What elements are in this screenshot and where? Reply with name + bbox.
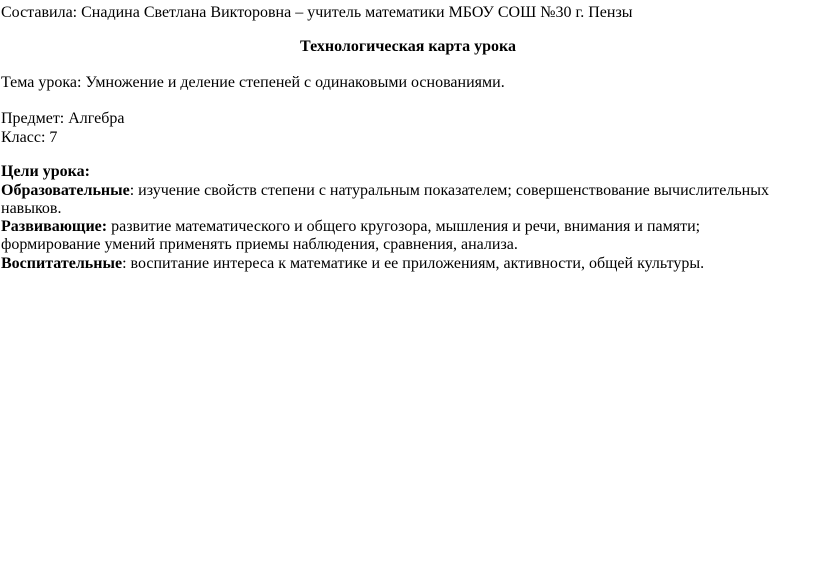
lesson-subject: Предмет: Алгебра — [1, 110, 125, 127]
goals-heading: Цели урока: — [1, 163, 90, 180]
lesson-topic: Тема урока: Умножение и деление степеней с одинаковыми основаниями. — [1, 74, 505, 91]
goal-educational — [1, 182, 801, 218]
author-line: Составила: Снадина Светлана Викторовна – учитель математики МБОУ СОШ №30 г. Пензы — [1, 4, 633, 21]
document-title: Технологическая карта урока — [300, 38, 516, 55]
goal-developmental-text: развитие математического и общего кругозора, мышления и речи, внимания и памяти; формирование умений применять приемы наблюдения, сравнения, анализа. — [1, 218, 701, 253]
goal-developmental-label: Развивающие: — [1, 218, 108, 235]
goal-educational-text: : изучение свойств степени с натуральным показателем; совершенствование вычислительных навыков. — [1, 182, 769, 217]
goal-upbringing-label: Воспитательные — [1, 255, 123, 272]
goal-upbringing-text: : воспитание интереса к математике и ее приложениям, активности, общей культуры. — [122, 255, 705, 272]
goal-upbringing — [1, 255, 801, 273]
lesson-grade: Класс: 7 — [1, 129, 58, 146]
goal-developmental — [1, 218, 801, 254]
goal-educational-label: Образовательные — [1, 182, 130, 199]
